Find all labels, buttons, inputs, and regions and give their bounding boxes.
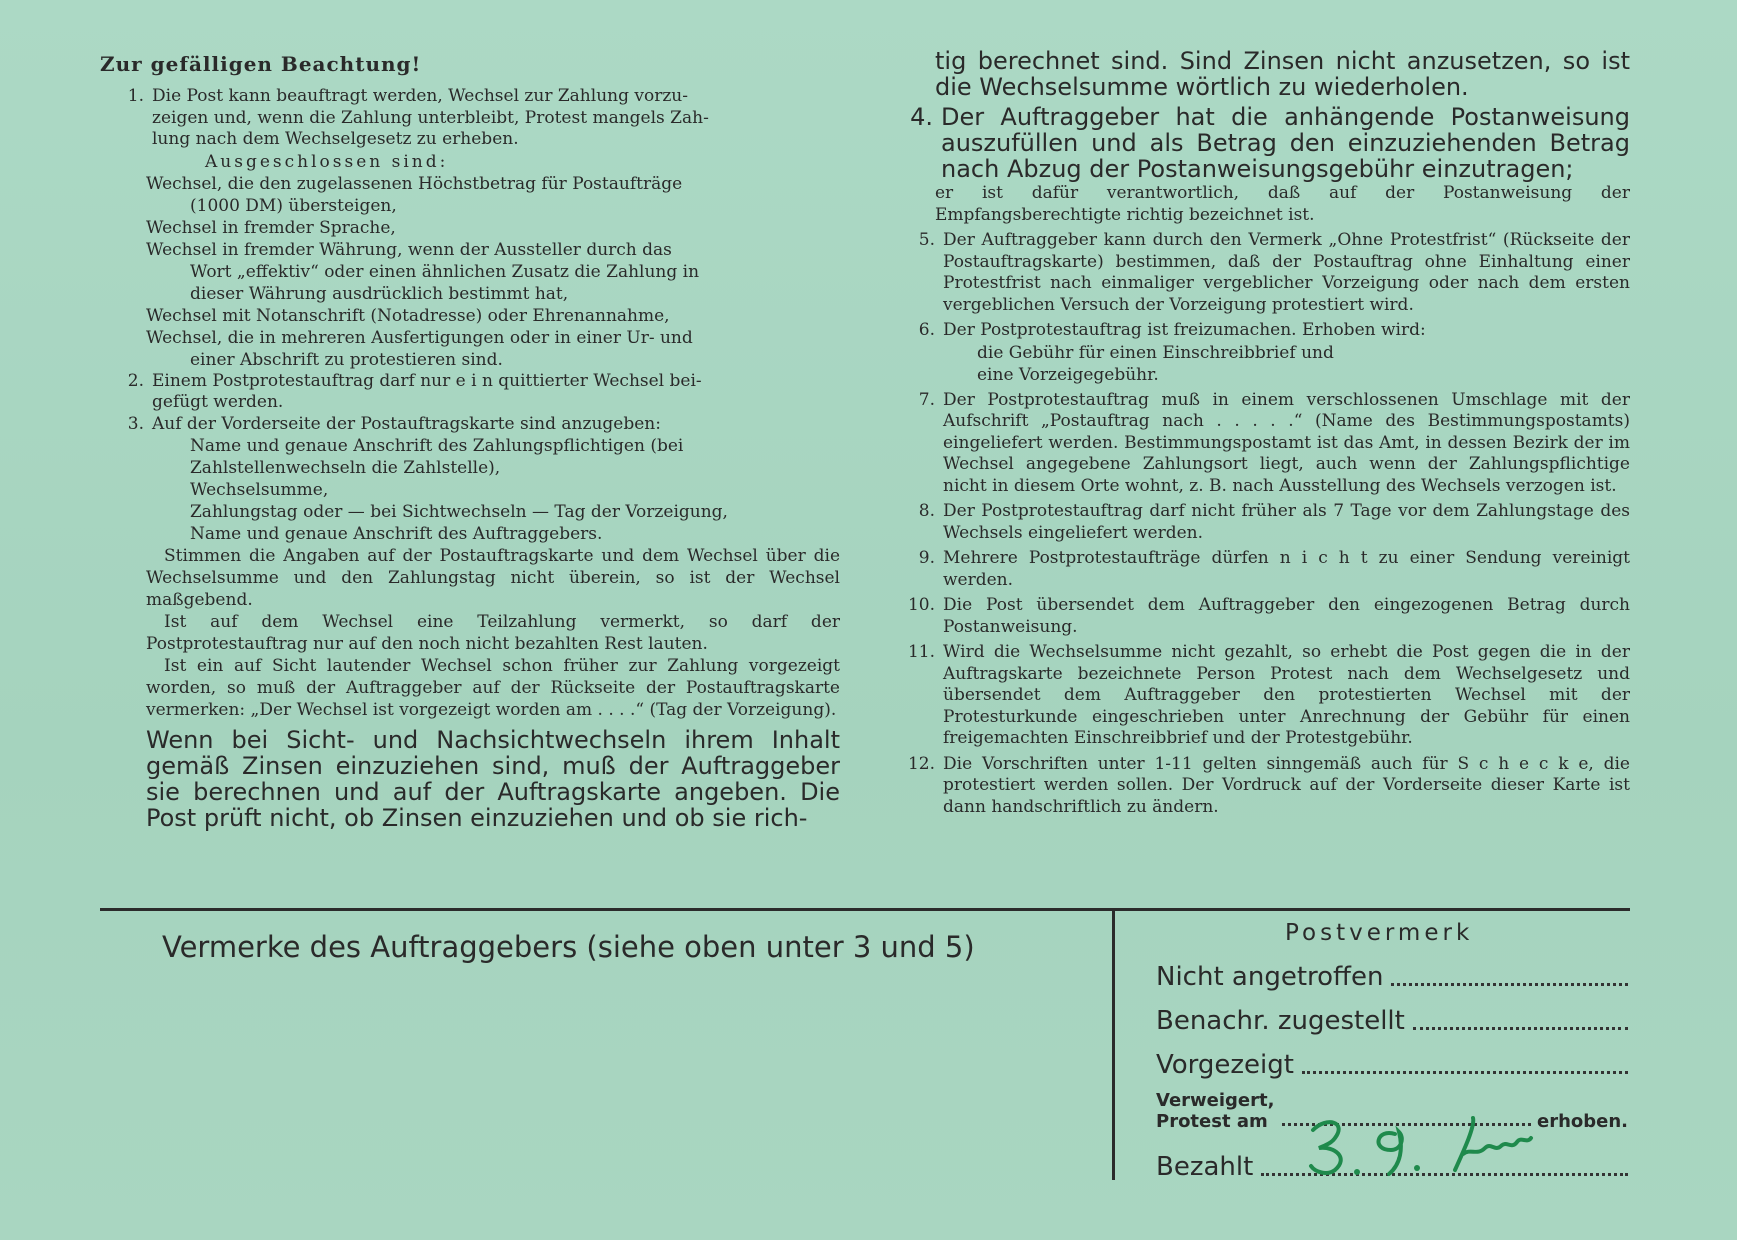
text-line: Einem Postprotestauftrag darf nur e i n quittierter Wechsel bei- — [152, 370, 702, 391]
item-number: 1. — [127, 86, 144, 106]
nicht-angetroffen-row — [1156, 962, 1628, 992]
vorgezeigt-row — [1156, 1050, 1628, 1080]
text-line: lung nach dem Wechselgesetz zu erheben. — [152, 129, 519, 149]
instruction-item-11 — [895, 642, 1630, 750]
auftraggeber-remarks-label: Vermerke des Auftraggebers (siehe oben unter 3 und 5) — [162, 930, 975, 964]
item-number: 2. — [127, 370, 144, 391]
paragraph: Ist auf dem Wechsel eine Teilzahlung vermerkt, so darf der Postprotestauftrag nur auf den noch nicht bezahlten Rest lauten. — [146, 612, 840, 654]
item-text: Die Vorschriften unter 1-11 gelten sinngemäß auch für S c h e c k e, die protestiert werden sollen. Der Vordruck auf der Vorderseite dieser Karte ist dann handschriftlich zu ändern. — [943, 753, 1630, 817]
excluded-entry-cont: einer Abschrift zu protestieren sind. — [190, 349, 503, 370]
excluded-title: Ausgeschlossen sind: — [205, 151, 449, 172]
required-field: Wechselsumme, — [190, 480, 329, 500]
paragraph: Ist ein auf Sicht lautender Wechsel schon früher zur Zahlung vorgezeigt worden, so muß der Auftraggeber auf der Rückseite der Postauftragskarte vermerken: „Der Wechsel ist vorgezeigt worden am . . . .“ (Tag der Vorzeigung). — [146, 656, 840, 720]
field-label: erhoben. — [1536, 1111, 1628, 1132]
item-number: 8. — [918, 501, 935, 521]
text-line: Die Post kann beauftragt werden, Wechsel zur Zahlung vorzu- — [152, 86, 688, 106]
vertical-divider — [1112, 908, 1115, 1180]
required-field: Name und genaue Anschrift des Zahlungspflichtigen (bei — [190, 436, 684, 456]
item-number: 6. — [918, 320, 935, 340]
field-label: Vorgezeigt — [1156, 1050, 1294, 1080]
item-text: Der Postprotestauftrag ist freizumachen. Erhoben wird: — [943, 320, 1426, 340]
instruction-item-10 — [895, 595, 1630, 638]
text-line: gefügt werden. — [152, 392, 284, 412]
continued-paragraph: tig berechnet sind. Sind Zinsen nicht anzusetzen, so ist die Wechselsumme wörtlich zu wiederholen. — [935, 47, 1630, 101]
item-text: Wird die Wechselsumme nicht gezahlt, so erhebt die Post gegen die in der Auftragskarte bezeichnete Person Protest nach dem Wechselgesetz und übersendet dem Auftraggeber den protestierten Wechsel mit der Protesturkunde eingeschrieben unter Anrechnung der Gebühr für einen freigemachten Einschreibbrief und der Protestgebühr. — [943, 642, 1630, 748]
item-text: Der Postprotestauftrag darf nicht früher als 7 Tage vor dem Zahlungstage des Wechsels eingeliefert werden. — [943, 501, 1630, 543]
required-field: Zahlstellenwechseln die Zahlstelle), — [190, 458, 501, 478]
item-number: 5. — [918, 230, 935, 250]
item-number: 11. — [907, 642, 935, 662]
item-text-large: Der Auftraggeber hat die anhängende Postanweisung auszufüllen und als Betrag den einzuziehenden Betrag nach Abzug der Postanweisungsgebühr einzutragen; — [941, 103, 1630, 183]
fee-line: eine Vorzeigegebühr. — [977, 364, 1159, 385]
item-number: 12. — [907, 753, 935, 774]
field-label: Verweigert, — [1156, 1090, 1275, 1111]
item-number: 9. — [918, 548, 935, 568]
item-number: 4. — [910, 103, 933, 131]
required-field: Name und genaue Anschrift des Auftraggebers. — [190, 524, 603, 544]
item-intro: Auf der Vorderseite der Postauftragskarte sind anzugeben: — [152, 413, 661, 434]
fill-line[interactable] — [1413, 1027, 1628, 1030]
item-number: 10. — [907, 595, 935, 615]
instruction-item-8 — [895, 501, 1630, 544]
instruction-item-3 — [100, 414, 840, 436]
excluded-entry: Wechsel, die in mehreren Ausfertigungen oder in einer Ur- und — [146, 327, 693, 348]
instruction-item-6 — [895, 320, 1630, 342]
excluded-entry: Wechsel mit Notanschrift (Notadresse) oder Ehrenannahme, — [146, 305, 670, 326]
interest-paragraph: Wenn bei Sicht- und Nachsichtwechseln ihrem Inhalt gemäß Zinsen einzuziehen sind, muß der Auftraggeber sie berechnen und auf der Auftragskarte angeben. Die Post prüft nicht, ob Zinsen einzuziehen und ob sie rich- — [146, 726, 840, 832]
field-label: Nicht angetroffen — [1156, 962, 1384, 992]
excluded-entry-cont: Wort „effektiv“ oder einen ähnlichen Zusatz die Zahlung in — [190, 261, 700, 282]
excluded-entry-cont: (1000 DM) übersteigen, — [190, 195, 397, 216]
instruction-item-1 — [100, 86, 840, 151]
field-label: Benachr. zugestellt — [1156, 1006, 1405, 1036]
fee-line: die Gebühr für einen Einschreibbrief und — [977, 342, 1334, 363]
text-line: zeigen und, wenn die Zahlung unterbleibt, Protest mangels Zah- — [152, 107, 709, 128]
item-text: Der Postprotestauftrag muß in einem verschlossenen Umschlage mit der Aufschrift „Postauftrag nach . . . . .“ (Name des Bestimmungspostamts) eingeliefert werden. Bestimmungspostamt ist das Amt, in dessen Bezirk der im Wechsel angegebene Zahlungsort liegt, auch wenn der Zahlungspflichtige nicht in diesem Orte wohnt, z. B. nach Ausstellung des Wechsels verzogen ist. — [943, 389, 1630, 496]
paragraph: Stimmen die Angaben auf der Postauftragskarte und dem Wechsel über die Wechselsumme und den Zahlungstag nicht überein, so ist der Wechsel maßgebend. — [146, 546, 840, 610]
instructions-left-column — [100, 52, 840, 831]
item-text: Die Post übersendet dem Auftraggeber den eingezogenen Betrag durch Postanweisung. — [943, 595, 1630, 637]
instruction-item-4 — [895, 104, 1630, 182]
postvermerk-title: Postvermerk — [1285, 920, 1474, 946]
excluded-entry: Wechsel in fremder Währung, wenn der Aussteller durch das — [146, 239, 672, 260]
instructions-right-column — [895, 48, 1630, 818]
item-text: Mehrere Postprotestaufträge dürfen n i c h t zu einer Sendung vereinigt werden. — [943, 548, 1630, 590]
excluded-entry-cont: dieser Währung ausdrücklich bestimmt hat, — [190, 283, 569, 304]
horizontal-divider — [100, 908, 1630, 911]
instruction-item-12 — [895, 754, 1630, 819]
fill-line[interactable] — [1391, 983, 1628, 986]
fill-line[interactable] — [1302, 1071, 1628, 1074]
item-text: er ist dafür verantwortlich, daß auf der Postanweisung der Empfangsberechtigte richtig bezeichnet ist. — [935, 183, 1630, 225]
required-field: Zahlungstag oder — bei Sichtwechseln — Tag der Vorzeigung, — [190, 502, 728, 522]
instruction-item-7 — [895, 390, 1630, 498]
instruction-item-2 — [100, 371, 840, 414]
instruction-item-9 — [895, 548, 1630, 591]
excluded-entry: Wechsel in fremder Sprache, — [146, 217, 396, 238]
handwritten-signature-mark — [1305, 1108, 1535, 1183]
field-label: Protest am — [1156, 1111, 1268, 1132]
excluded-entry: Wechsel, die den zugelassenen Höchstbetrag für Postaufträge — [146, 173, 683, 194]
instruction-item-5 — [895, 230, 1630, 316]
item-number: 7. — [918, 389, 935, 410]
item-number: 3. — [127, 413, 144, 434]
field-label: Bezahlt — [1156, 1152, 1254, 1182]
benachr-zugestellt-row — [1156, 1006, 1628, 1036]
item-text: Der Auftraggeber kann durch den Vermerk „Ohne Protestfrist“ (Rückseite der Postauftragskarte) bestimmen, daß der Postauftrag ohne Einhaltung einer Protestfrist nach einmaliger vergeblicher Vorzeigung oder nach dem ersten vergeblichen Versuch der Vorzeigung protestiert wird. — [943, 230, 1630, 315]
heading: Zur gefälligen Beachtung! — [100, 52, 422, 76]
